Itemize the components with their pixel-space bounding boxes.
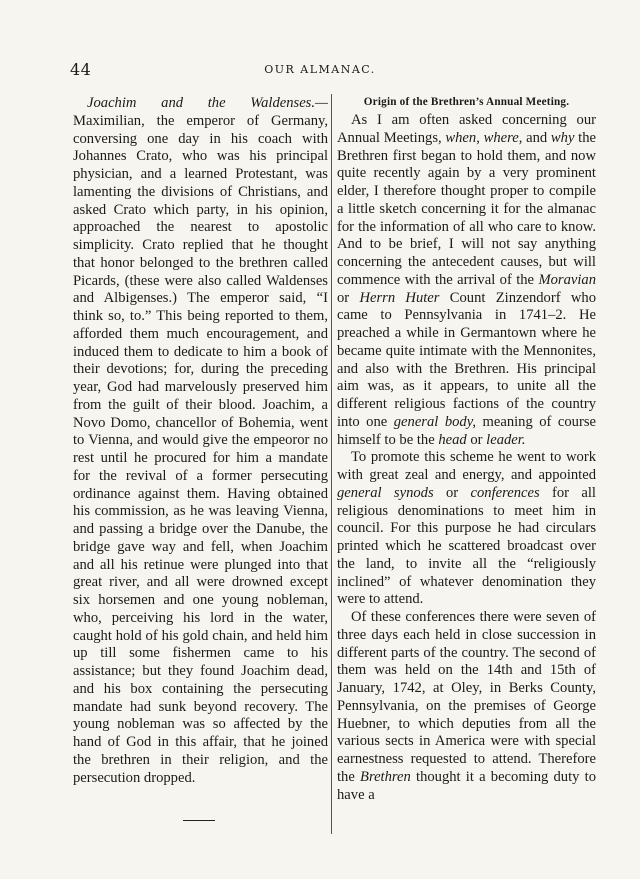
body-text: or [337, 289, 360, 306]
paragraph [337, 449, 596, 609]
body-text: for all religious denominations to meet him in council. For this purpose he had circulars printed which he scattered broadcast over the land, to invite all the “religiously inclined” of whatever denomination they were to attend. [337, 484, 596, 608]
left-column [73, 95, 328, 787]
emphasized-text: conferences [470, 484, 540, 501]
emphasized-text: general synods [337, 484, 434, 501]
emphasized-text: Moravian [538, 271, 596, 288]
emphasized-text: when, where, [445, 129, 523, 146]
body-text: thought it a becoming duty to have a [337, 768, 596, 803]
emphasized-text: Brethren [360, 768, 411, 785]
emphasized-text: leader. [486, 431, 526, 448]
article-joachim [73, 95, 328, 787]
body-text: or [433, 484, 471, 501]
running-header: OUR ALMANAC. [264, 63, 376, 76]
body-text: Maximilian, the emperor of Germany, conversing one day in his coach with Johannes Crato, who was his principal physician, and a learned Protestant, was lamenting the divisions of Christians, and asked Crato which party, in his opinion, approached the nearest to apostolic simplicity. Crato replied that he thought that honor belonged to the brethren called Picards, (these were also called Waldenses and Albigenses.) The emperor said, “I think so, to.” This being reported to them, afforded them much encouragement, and induced them to dedicate to him a book of their devotions; for, during the preceding year, God had marvelously preserved him from the guilt of their blood. Joachim, a Novo Domo, chancellor of Bohemia, went to Vienna, and would give the empeoror no rest until he procured for him a mandate for the revival of a former persecuting ordinance against them. Having obtained his commission, as he was leaving Vienna, and passing a bridge over the Danube, the bridge gave way and fell, when Joachim and all his retinue were plunged into that great river, and all were drowned except six horsemen and one young nobleman, who, perceiving his lord in the water, caught hold of his gold chain, and held him up till some fishermen came to his assistance; but they found Joachim dead, and his box containing the persecuting mandate had sunk beyond recovery. The young nobleman was so affected by the hand of God in this affair, that he joined the brethren in their religion, and the persecution dropped. [73, 112, 328, 786]
body-text: the Brethren first began to hold them, and now quite recently again by a very prominent elder, I therefore thought proper to compile a little sketch concerning it for the almanac for the information of all who care to know. And to be brief, I will not say anything concerning the antecedent causes, but will commence with the arrival of the [337, 129, 597, 288]
article-heading-joachim: Joachim and the Waldenses.— [87, 95, 328, 111]
paragraph [337, 112, 596, 449]
emphasized-text: general body, [393, 413, 477, 430]
body-text: and [522, 129, 551, 146]
emphasized-text: head [438, 431, 467, 448]
emphasized-text: why [550, 129, 575, 146]
body-text: meaning of course himself to be the [337, 413, 596, 448]
body-text: Of these conferences there were seven of three days each held in close succession in different parts of the country. The second of them was held on the 14th and 15th of January, 1742, at Oley, in Berks County, Pennsylvania, on the premises of George Huebner, to which deputies from all the various sects in America were with special earnestness requested to attend. Therefore the [337, 609, 596, 785]
column-rule [331, 94, 332, 834]
body-text: As I am often asked concerning our Annual Meetings, [337, 112, 596, 146]
body-text: Count Zinzendorf who came to Pennsylvania in 1741–2. He preached a while in Germantown where he became quite intimate with the Mennonites, and also with the Brethren. His principal aim was, as it appears, to unite all the different religious factions of the country into one [337, 289, 596, 430]
paragraph [337, 609, 596, 804]
article-title-annual-meeting: Origin of the Brethren’s Annual Meeting. [363, 96, 570, 108]
end-of-article-rule [183, 820, 215, 821]
body-text: or [466, 431, 487, 448]
page-number: 44 [70, 60, 92, 79]
right-column [337, 95, 596, 804]
body-text: To promote this scheme he went to work with great zeal and energy, and appointed [337, 449, 596, 483]
emphasized-text: Herrn Huter [359, 289, 440, 306]
